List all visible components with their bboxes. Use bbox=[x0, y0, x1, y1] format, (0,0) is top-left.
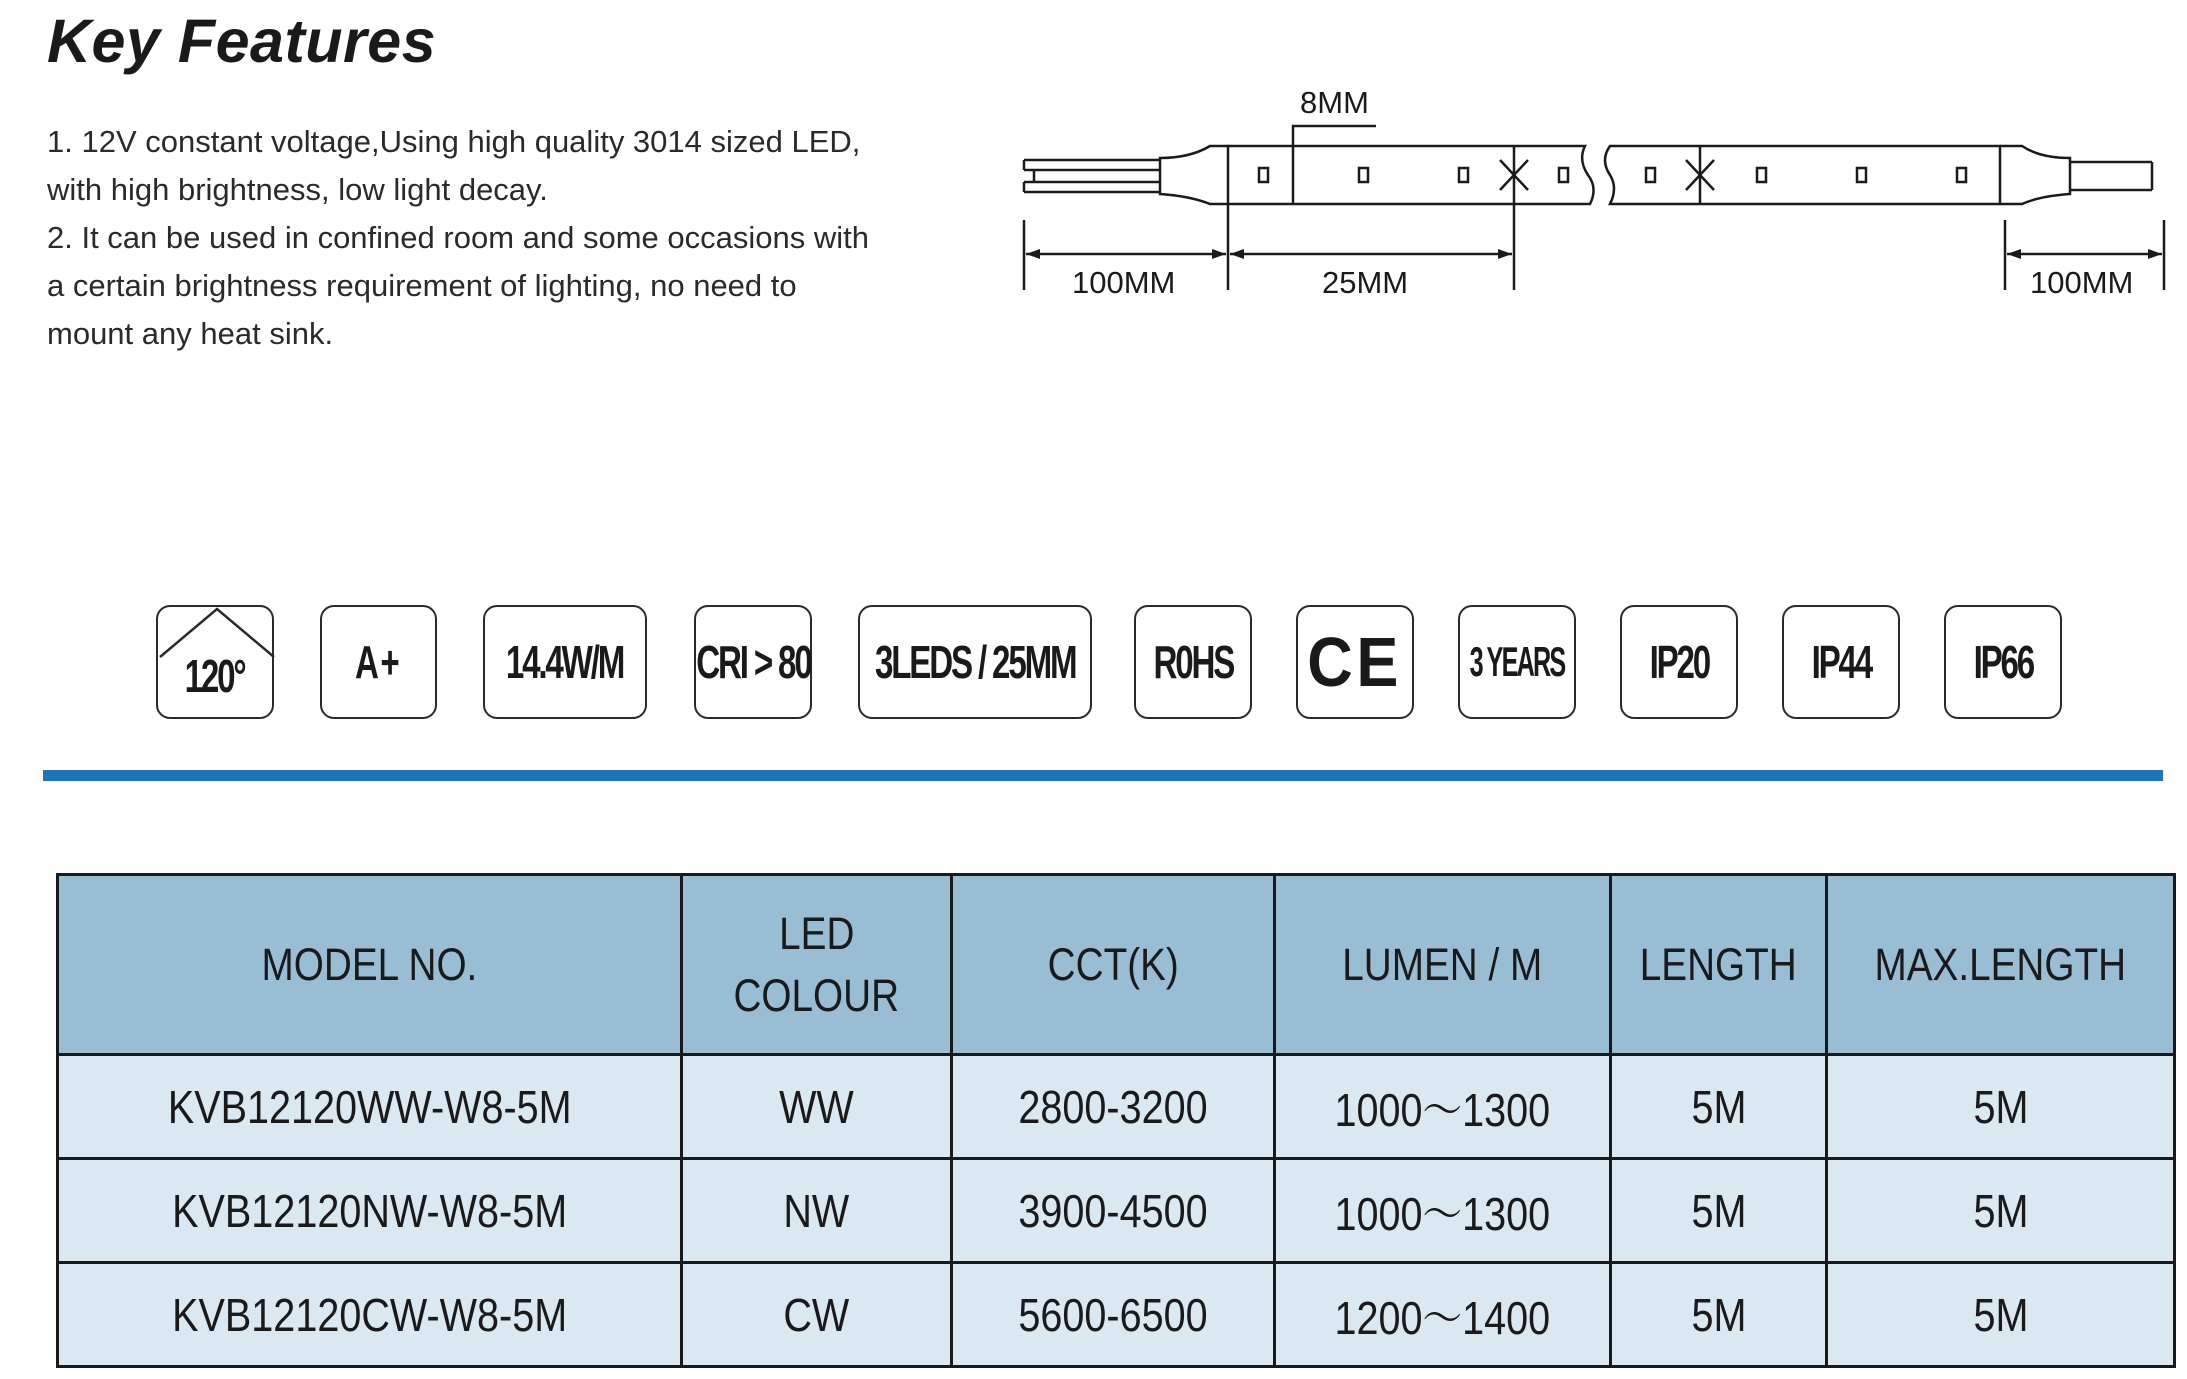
cut-length-label: 25MM bbox=[1322, 265, 1409, 300]
lead-left-label: 100MM bbox=[1072, 265, 1176, 300]
feature-line: 1. 12V constant voltage,Using high quality 3014 sized LED, bbox=[47, 124, 861, 159]
pitch-label: 8MM bbox=[1300, 85, 1369, 120]
header-lumen: LUMEN / M bbox=[1275, 875, 1611, 1055]
badge-label: IP20 bbox=[1649, 636, 1709, 688]
ip44-icon bbox=[1782, 605, 1900, 719]
cri-icon bbox=[694, 605, 812, 719]
beam-angle-icon bbox=[156, 605, 274, 719]
dimension-lines bbox=[1024, 204, 2164, 290]
badge-label: 14.4W/M bbox=[506, 636, 624, 688]
badge-label: 3LEDS / 25MM bbox=[874, 636, 1076, 688]
badge-label: IP66 bbox=[1973, 636, 2033, 688]
feature-line: a certain brightness requirement of lighting, no need to bbox=[47, 268, 797, 303]
cell-model: KVB12120WW-W8-5M bbox=[58, 1055, 682, 1159]
cell-colour: CW bbox=[682, 1263, 952, 1367]
led-strip-diagram bbox=[1010, 80, 2170, 310]
cell-length: 5M bbox=[1611, 1055, 1827, 1159]
cell-length: 5M bbox=[1611, 1159, 1827, 1263]
cell-lumen: 1000～1300 bbox=[1275, 1055, 1611, 1159]
feature-line: with high brightness, low light decay. bbox=[47, 172, 548, 207]
badge-label: 120° bbox=[185, 650, 245, 702]
lead-right-label: 100MM bbox=[2030, 265, 2134, 300]
ce-mark-icon bbox=[1296, 605, 1414, 719]
ip66-icon bbox=[1944, 605, 2062, 719]
lead-wires-left-icon bbox=[1024, 160, 1160, 192]
cell-cct: 3900-4500 bbox=[952, 1159, 1275, 1263]
power-icon bbox=[483, 605, 647, 719]
warranty-icon bbox=[1458, 605, 1576, 719]
table-row bbox=[58, 1263, 2175, 1367]
energy-class-icon bbox=[320, 605, 437, 719]
lead-wires-right-icon bbox=[2070, 162, 2152, 190]
table-header-row bbox=[58, 875, 2175, 1055]
feature-line: mount any heat sink. bbox=[47, 316, 334, 351]
feature-line: 2. It can be used in confined room and some occasions with bbox=[47, 220, 869, 255]
header-model: MODEL NO. bbox=[58, 875, 682, 1055]
badge-label: IP44 bbox=[1811, 636, 1871, 688]
cell-colour: NW bbox=[682, 1159, 952, 1263]
led-density-icon bbox=[858, 605, 1092, 719]
cell-length: 5M bbox=[1611, 1263, 1827, 1367]
badge-label: R0HS bbox=[1153, 636, 1233, 688]
badge-label: CRI > 80 bbox=[695, 636, 811, 688]
header-max-length: MAX.LENGTH bbox=[1827, 875, 2175, 1055]
ip20-icon bbox=[1620, 605, 1738, 719]
cell-model: KVB12120NW-W8-5M bbox=[58, 1159, 682, 1263]
header-led-colour: LED COLOUR bbox=[682, 875, 952, 1055]
page-title: Key Features bbox=[47, 7, 437, 75]
pitch-marker bbox=[1293, 126, 1376, 146]
table-row bbox=[58, 1159, 2175, 1263]
cell-cct: 5600-6500 bbox=[952, 1263, 1275, 1367]
cell-max-length: 5M bbox=[1827, 1055, 2175, 1159]
badge-label: 3 YEARS bbox=[1469, 638, 1565, 685]
cell-max-length: 5M bbox=[1827, 1159, 2175, 1263]
header-length: LENGTH bbox=[1611, 875, 1827, 1055]
cell-model: KVB12120CW-W8-5M bbox=[58, 1263, 682, 1367]
strip-segment-icon bbox=[1228, 146, 1594, 204]
spec-table bbox=[56, 873, 2176, 1368]
rohs-icon bbox=[1134, 605, 1252, 719]
cell-colour: WW bbox=[682, 1055, 952, 1159]
strip-segment-icon bbox=[1605, 146, 2000, 204]
section-divider bbox=[43, 770, 2163, 781]
cell-max-length: 5M bbox=[1827, 1263, 2175, 1367]
cell-cct: 2800-3200 bbox=[952, 1055, 1275, 1159]
header-cct: CCT(K) bbox=[952, 875, 1275, 1055]
cell-lumen: 1000～1300 bbox=[1275, 1159, 1611, 1263]
table-row bbox=[58, 1055, 2175, 1159]
cell-lumen: 1200～1400 bbox=[1275, 1263, 1611, 1367]
end-cap-left-icon bbox=[1160, 146, 1228, 204]
features-text bbox=[47, 118, 907, 358]
badge-label: CE bbox=[1307, 623, 1403, 701]
end-cap-right-icon bbox=[2000, 146, 2070, 204]
badge-label: A+ bbox=[355, 636, 402, 688]
